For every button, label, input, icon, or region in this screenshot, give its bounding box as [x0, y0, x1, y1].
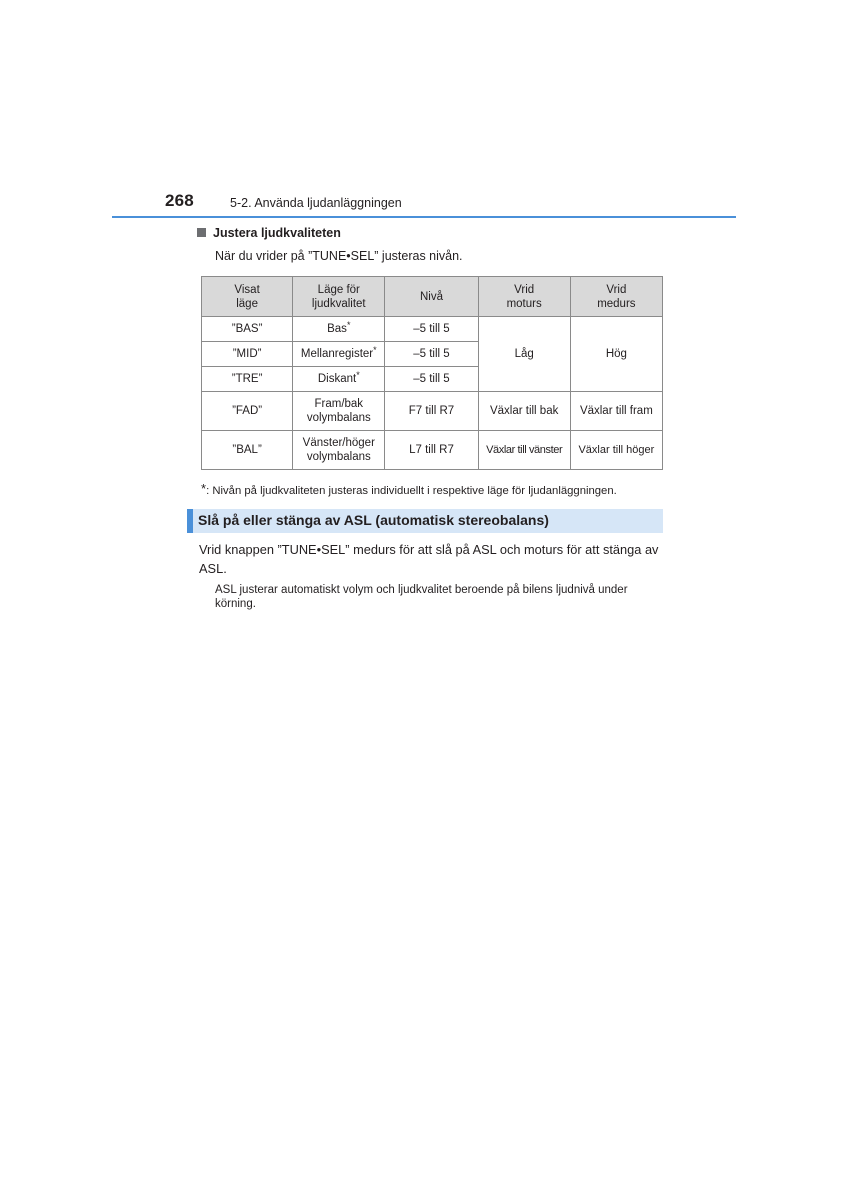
asl-section-title: Slå på eller stänga av ASL (automatisk stereobalans): [198, 512, 549, 528]
asl-instruction: Vrid knappen ”TUNE•SEL” medurs för att slå på ASL och moturs för att stänga av ASL.: [199, 542, 659, 576]
footnote-star: *: [373, 345, 377, 355]
heading-accent-bar: [187, 509, 193, 533]
table-cell: Fram/bak volymbalans: [293, 392, 385, 431]
page-number: 268: [165, 191, 194, 210]
footnote-marker: *: [201, 481, 207, 496]
table-cell: Diskant*: [293, 367, 385, 392]
table-row: [202, 317, 663, 342]
subsection-heading-text: Justera ljudkvaliteten: [213, 226, 341, 240]
subsection-heading: [197, 226, 341, 240]
table-cell: Växlar till bak: [478, 392, 570, 431]
footnote-text: : Nivån på ljudkvaliteten justeras individuellt i respektive läge för ljudanläggningen.: [206, 485, 617, 497]
table-cell: Växlar till vänster: [478, 431, 570, 470]
section-title: 5-2. Använda ljudanläggningen: [230, 196, 402, 210]
table-cell: Växlar till fram: [570, 392, 662, 431]
footnote: [201, 481, 617, 497]
table-cell: –5 till 5: [385, 342, 478, 367]
asl-section-heading: [187, 509, 663, 533]
column-header: Läge för ljudkvalitet: [293, 277, 385, 317]
table-cell: –5 till 5: [385, 367, 478, 392]
page-header: [0, 188, 848, 222]
table-cell-merged: Låg: [478, 317, 570, 392]
table-row: [202, 392, 663, 431]
intro-text: När du vrider på ”TUNE•SEL” justeras nivån.: [215, 249, 463, 263]
table-cell: ”BAL”: [202, 431, 293, 470]
table-cell: ”TRE”: [202, 367, 293, 392]
footnote-star: *: [356, 370, 360, 380]
table-cell: –5 till 5: [385, 317, 478, 342]
column-header: Vrid moturs: [478, 277, 570, 317]
table-cell: L7 till R7: [385, 431, 478, 470]
header-divider: [112, 216, 736, 218]
table-cell: Mellanregister*: [293, 342, 385, 367]
table-row: [202, 431, 663, 470]
sound-quality-table: [201, 276, 663, 470]
column-header: Visat läge: [202, 277, 293, 317]
table-cell: Växlar till höger: [570, 431, 662, 470]
table-cell: Vänster/höger volymbalans: [293, 431, 385, 470]
table-cell: ”BAS”: [202, 317, 293, 342]
table-cell: ”FAD”: [202, 392, 293, 431]
column-header: Nivå: [385, 277, 478, 317]
table-cell: F7 till R7: [385, 392, 478, 431]
square-bullet-icon: [197, 228, 206, 237]
column-header: Vrid medurs: [570, 277, 662, 317]
table-header-row: [202, 277, 663, 317]
table-cell-merged: Hög: [570, 317, 662, 392]
asl-note: ASL justerar automatiskt volym och ljudkvalitet beroende på bilens ljudnivå under körning.: [215, 584, 628, 610]
footnote-star: *: [346, 320, 351, 330]
table-cell: ”MID”: [202, 342, 293, 367]
table-cell: Bas*: [293, 317, 385, 342]
